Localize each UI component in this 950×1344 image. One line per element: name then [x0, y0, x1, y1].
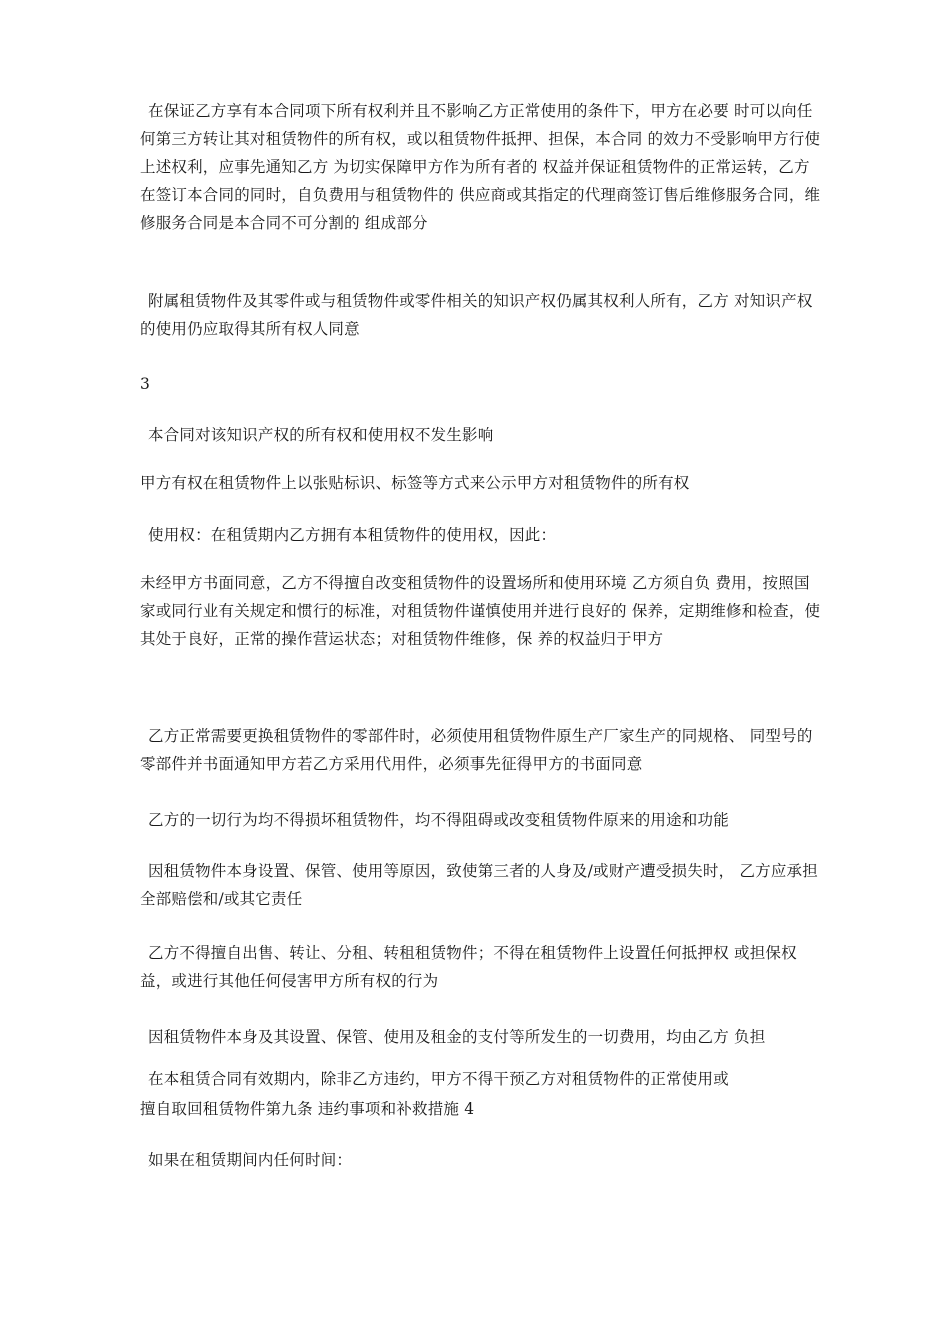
- paragraph-no-sale: 乙方不得擅自出售、转让、分租、转租租赁物件；不得在租赁物件上设置任何抵押权 或担保权益，或进行其他任何侵害甲方所有权的行为: [140, 944, 797, 990]
- paragraph-transfer-rights: 在保证乙方享有本合同项下所有权利并且不影响乙方正常使用的条件下，甲方在必要 时可以向任何第三方转让其对租赁物件的所有权，或以租赁物件抵押、担保，本合同 的效力不受影响甲方行使上述权利，应事先通知乙方 为切实保障甲方作为所有者的 权益并保证租赁物件的正常运转，乙方在签订本合同的同时，自负费用与租赁物件的 供应商或其指定的代理商签订售后维修服务合同，维修服务合同是本合同不可分割的 组成部分: [140, 102, 821, 232]
- page-number: 3: [140, 375, 151, 393]
- paragraph-no-damage: 乙方的一切行为均不得损坏租赁物件，均不得阻碍或改变租赁物件原来的用途和功能: [148, 811, 729, 829]
- paragraph-usage-rights: 使用权：在租赁期内乙方拥有本租赁物件的使用权，因此：: [148, 526, 557, 544]
- paragraph-costs: 因租赁物件本身及其设置、保管、使用及租金的支付等所发生的一切费用，均由乙方 负担: [148, 1028, 766, 1046]
- paragraph-third-party-liability: 因租赁物件本身设置、保管、使用等原因，致使第三者的人身及/或财产遭受损失时， 乙方应承担全部赔偿和/或其它责任: [140, 862, 818, 908]
- paragraph-intellectual-property: 附属租赁物件及其零件或与租赁物件或零件相关的知识产权仍属其权利人所有，乙方 对知识产权的使用仍应取得其所有权人同意: [140, 292, 813, 338]
- paragraph-ownership-notice: 甲方有权在租赁物件上以张贴标识、标签等方式来公示甲方对租赁物件的所有权: [140, 474, 690, 492]
- paragraph-ip-no-effect: 本合同对该知识产权的所有权和使用权不发生影响: [148, 426, 494, 444]
- paragraph-spare-parts: 乙方正常需要更换租赁物件的零部件时，必须使用租赁物件原生产厂家生产的同规格、 同型号的零部件并书面通知甲方若乙方采用代用件，必须事先征得甲方的书面同意: [140, 727, 813, 773]
- paragraph-if-during-term: 如果在租赁期间内任何时间：: [148, 1151, 353, 1169]
- paragraph-article-nine: 擅自取回租赁物件第九条 违约事项和补救措施 4: [140, 1100, 475, 1118]
- paragraph-no-interference: 在本租赁合同有效期内，除非乙方违约，甲方不得干预乙方对租赁物件的正常使用或: [148, 1070, 729, 1088]
- paragraph-maintenance: 未经甲方书面同意，乙方不得擅自改变租赁物件的设置场所和使用环境 乙方须自负 费用，按照国家或同行业有关规定和惯行的标准，对租赁物件谨慎使用并进行良好的 保养，定期维修和检查，使其处于良好，正常的操作营运状态；对租赁物件维修，保 养的权益归于甲方: [140, 574, 821, 648]
